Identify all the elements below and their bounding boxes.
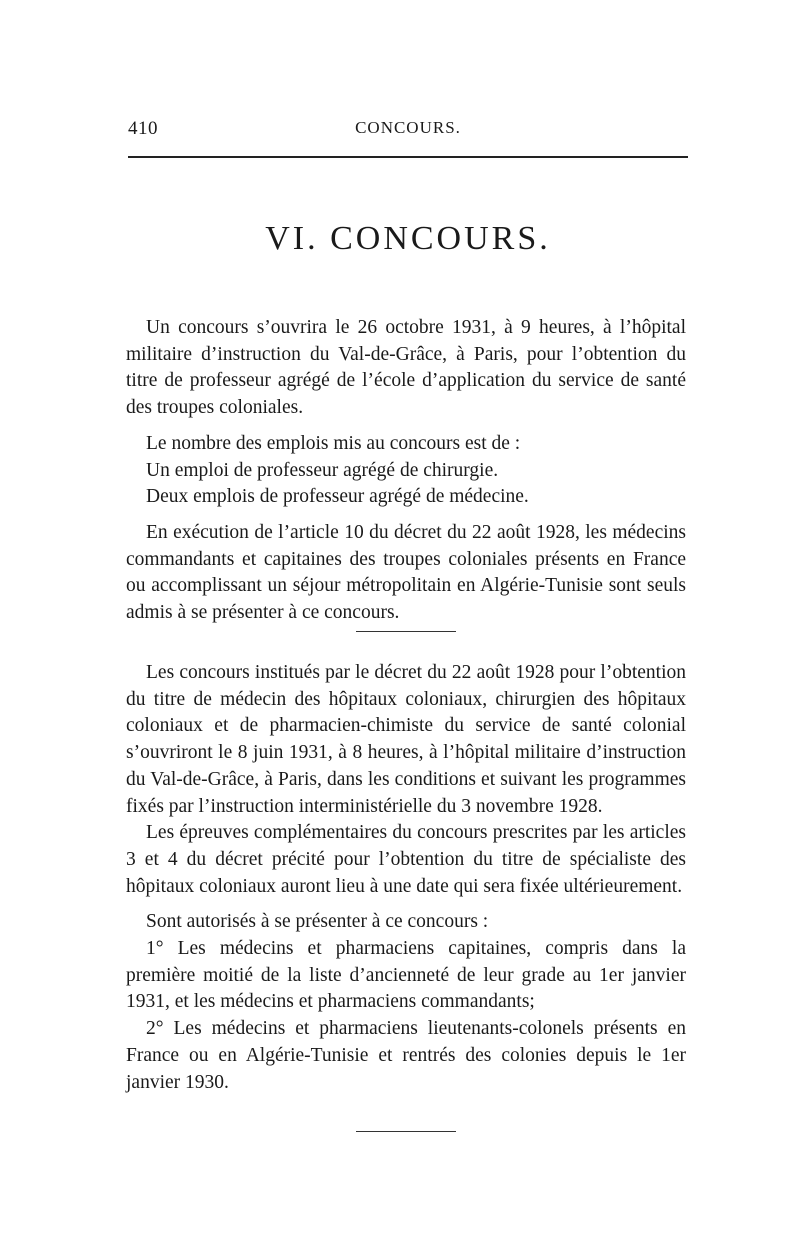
list-item-lieutenants-colonels: 2° Les médecins et pharmaciens lieutenants-colonels présents en France ou en Algérie-Tunisie et rentrés des colonies depuis le 1er janvier 1930.: [126, 1018, 686, 1093]
paragraph-concours-hopitaux: Les concours institués par le décret du 22 août 1928 pour l’obtention du titre de médecin des hôpitaux coloniaux, chirurgien des hôpitaux coloniaux et de pharmacien-chimiste du service de santé colonial s’ouvriront le 8 juin 1931, à 8 heures, à l’hôpital militaire d’instruction du Val-de-Grâce, à Paris, dans les conditions et suivant les programmes fixés par l’instruction interministérielle du 3 novembre 1928.: [126, 662, 686, 817]
paragraph-epreuves: Les épreuves complémentaires du concours prescrites par les articles 3 et 4 du décret précité pour l’obtention du titre de spécialiste des hôpitaux coloniaux auront lieu à une date qui sera fixée ultérieurement.: [126, 822, 686, 897]
section-block-agrege: [126, 315, 686, 627]
section-title: VI. CONCOURS.: [265, 220, 551, 257]
page-header: [128, 118, 688, 142]
paragraph-announcement: Un concours s’ouvrira le 26 octobre 1931, à 9 heures, à l’hôpital militaire d’instruction du Val-de-Grâce, à Paris, pour l’obtention du titre de professeur agrégé de l’école d’application du service de santé des troupes coloniales.: [126, 317, 686, 419]
paragraph-number-of-posts: Le nombre des emplois mis au concours est de :: [146, 432, 521, 454]
paragraph-autorises: Sont autorisés à se présenter à ce concours :: [146, 911, 489, 933]
page-number: 410: [128, 118, 158, 139]
paragraph-eligibility: En exécution de l’article 10 du décret du 22 août 1928, les médecins commandants et capitaines des troupes coloniales présents en France ou accomplissant un séjour métropolitain en Algérie-Tunisie sont seuls admis à se présenter à ce concours.: [126, 521, 686, 624]
separator-rule-bottom: [356, 1131, 456, 1132]
list-item-capitaines: 1° Les médecins et pharmaciens capitaines, compris dans la première moitié de la liste d’ancienneté de leur grade au 1er janvier 1931, et les médecins et pharmaciens commandants;: [126, 938, 686, 1013]
separator-rule: [356, 631, 456, 632]
paragraph-medicine-posts: Deux emplois de professeur agrégé de médecine.: [146, 486, 529, 508]
header-rule: [128, 156, 688, 158]
paragraph-surgery-post: Un emploi de professeur agrégé de chirurgie.: [146, 459, 499, 481]
running-title: CONCOURS.: [355, 118, 461, 137]
section-block-hopitaux: [126, 660, 686, 1096]
